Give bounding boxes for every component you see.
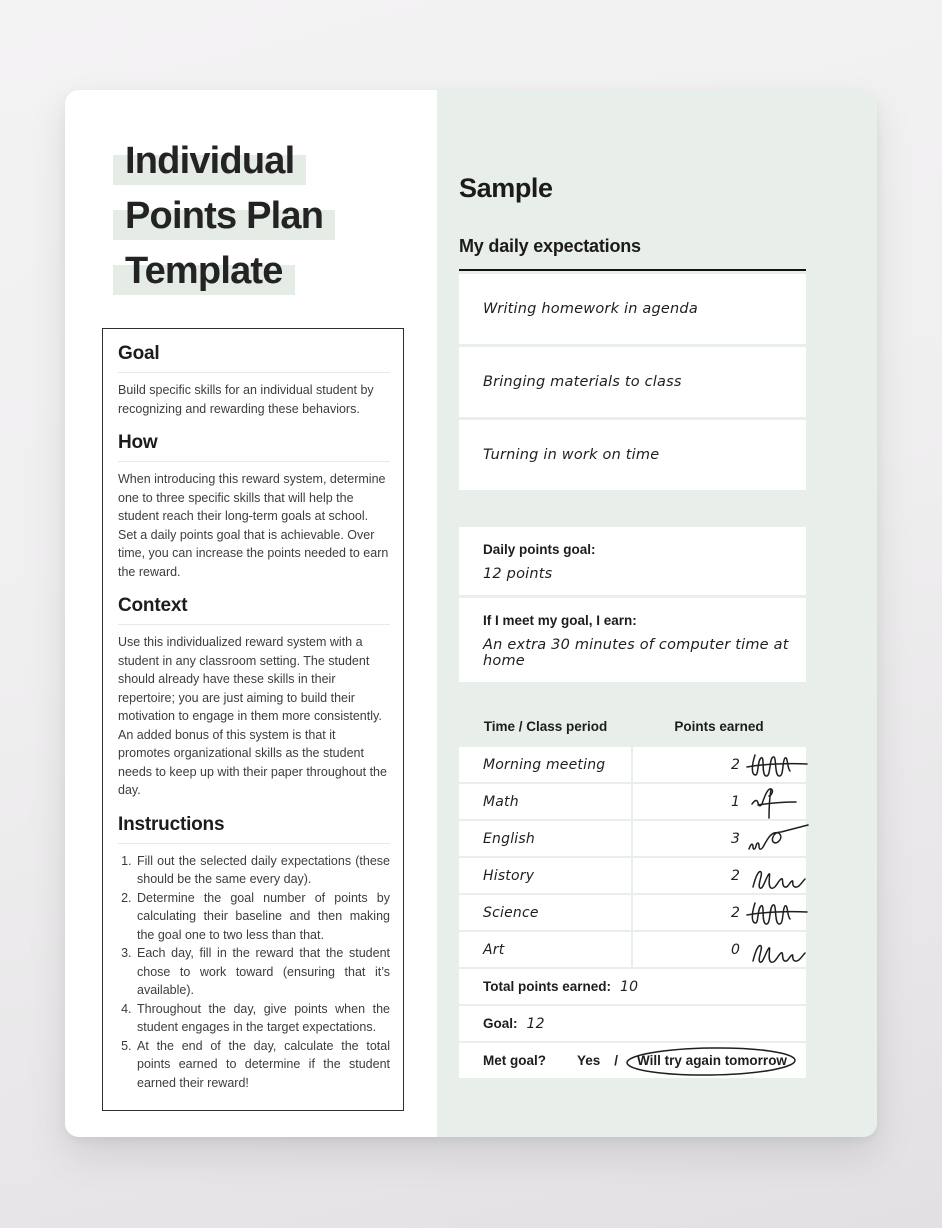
- met-goal-label: Met goal?: [483, 1053, 546, 1068]
- points-value: 2: [731, 756, 741, 773]
- period-name: History: [483, 867, 535, 884]
- page-title-line-3: Template: [113, 244, 295, 299]
- tally-mark-icon: [744, 933, 810, 967]
- points-value: 3: [731, 830, 741, 847]
- total-points-label: Total points earned:: [483, 979, 612, 994]
- daily-points-goal-card: [459, 527, 806, 595]
- points-value: 1: [731, 793, 741, 810]
- section-how-body: When introducing this reward system, determine one to three specific skills that will help the student reach their long-term goals at school. Set a daily points goal that is achievable. Over time, you can increase the points needed to earn the reward.: [118, 472, 389, 579]
- sample-panel: [437, 90, 877, 1137]
- expectation-text: Turning in work on time: [483, 447, 660, 463]
- hand-drawn-circle-icon: [624, 1045, 798, 1078]
- total-points-row: [459, 969, 806, 1004]
- worksheet-card: [65, 90, 877, 1137]
- reward-card: [459, 598, 806, 682]
- met-goal-yes: Yes: [577, 1053, 601, 1068]
- section-how-heading: How: [118, 432, 390, 462]
- period-name: English: [483, 830, 535, 847]
- reward-value: An extra 30 minutes of computer time at home: [483, 637, 789, 669]
- points-table-header: [459, 719, 806, 734]
- met-goal-no-text: Will try again tomorrow: [637, 1053, 787, 1068]
- instruction-item: 2. Determine the goal number of points by calculating their baseline and then making the goal one to two less than that.: [135, 889, 390, 945]
- daily-points-goal-value: 12 points: [483, 566, 553, 582]
- expectation-text: Bringing materials to class: [483, 374, 682, 390]
- total-points-value: 10: [620, 978, 639, 995]
- section-goal-body: Build specific skills for an individual student by recognizing and rewarding these behaviors.: [118, 383, 374, 416]
- instruction-item: 5. At the end of the day, calculate the total points earned to determine if the student earned their reward!: [135, 1037, 390, 1093]
- section-goal-heading: Goal: [118, 343, 390, 373]
- met-goal-separator: /: [614, 1053, 619, 1068]
- section-instructions: [118, 814, 390, 1093]
- section-context-heading: Context: [118, 595, 390, 625]
- expectations-heading: My daily expectations: [459, 236, 641, 256]
- table-row: [459, 858, 806, 893]
- page-title-line-1: Individual: [113, 134, 306, 189]
- tally-mark-icon: [744, 859, 810, 893]
- page-title: [113, 134, 335, 299]
- table-row: [459, 784, 806, 819]
- period-name: Morning meeting: [483, 756, 606, 773]
- table-row: [459, 895, 806, 930]
- reward-label: If I meet my goal, I earn:: [483, 613, 637, 628]
- expectation-item: [459, 347, 806, 417]
- points-table: [459, 747, 806, 967]
- tally-mark-icon: [744, 785, 810, 819]
- points-value: 2: [731, 867, 741, 884]
- section-how: [118, 432, 390, 581]
- points-value: 0: [731, 941, 741, 958]
- table-row: [459, 747, 806, 782]
- section-goal: [118, 343, 390, 418]
- goal-label: Goal:: [483, 1016, 518, 1031]
- period-name: Math: [483, 793, 519, 810]
- sample-title: Sample: [459, 173, 553, 203]
- tally-mark-icon: [744, 748, 810, 782]
- goal-row: [459, 1006, 806, 1041]
- instruction-item: 4. Throughout the day, give points when the student engages in the target expectations.: [135, 1000, 390, 1037]
- section-context-body: Use this individualized reward system with a student in any classroom setting. The student should already have these skills in their repertoire; you are just aiming to build their motivation to engage in them more consistently. An added bonus of this system is that it promotes organizational skills as the student needs to keep up with their paper throughout the day.: [118, 635, 387, 797]
- instruction-item: 1. Fill out the selected daily expectations (these should be the same every day).: [135, 852, 390, 889]
- instruction-item: 3. Each day, fill in the reward that the student chose to work toward (ensuring that it’s available).: [135, 944, 390, 1000]
- expectation-text: Writing homework in agenda: [483, 301, 698, 317]
- met-goal-row: [459, 1043, 806, 1078]
- tally-mark-icon: [744, 822, 810, 856]
- section-instructions-heading: Instructions: [118, 814, 390, 844]
- points-value: 2: [731, 904, 741, 921]
- col-header-points-earned: Points earned: [674, 719, 764, 734]
- tally-mark-icon: [744, 896, 810, 930]
- section-context: [118, 595, 390, 800]
- expectations-divider: [459, 269, 806, 271]
- col-header-class-period: Time / Class period: [483, 719, 608, 734]
- period-name: Science: [483, 904, 539, 921]
- page-title-line-2: Points Plan: [113, 189, 335, 244]
- met-goal-no-circled: [637, 1053, 787, 1068]
- instructions-box: [102, 328, 404, 1111]
- daily-points-goal-label: Daily points goal:: [483, 542, 596, 557]
- expectation-item: [459, 420, 806, 490]
- table-row: [459, 932, 806, 967]
- expectation-item: [459, 274, 806, 344]
- period-name: Art: [483, 941, 505, 958]
- goal-value: 12: [526, 1015, 545, 1032]
- table-row: [459, 821, 806, 856]
- instructions-list: [135, 852, 390, 1093]
- template-info-panel: [65, 90, 437, 1137]
